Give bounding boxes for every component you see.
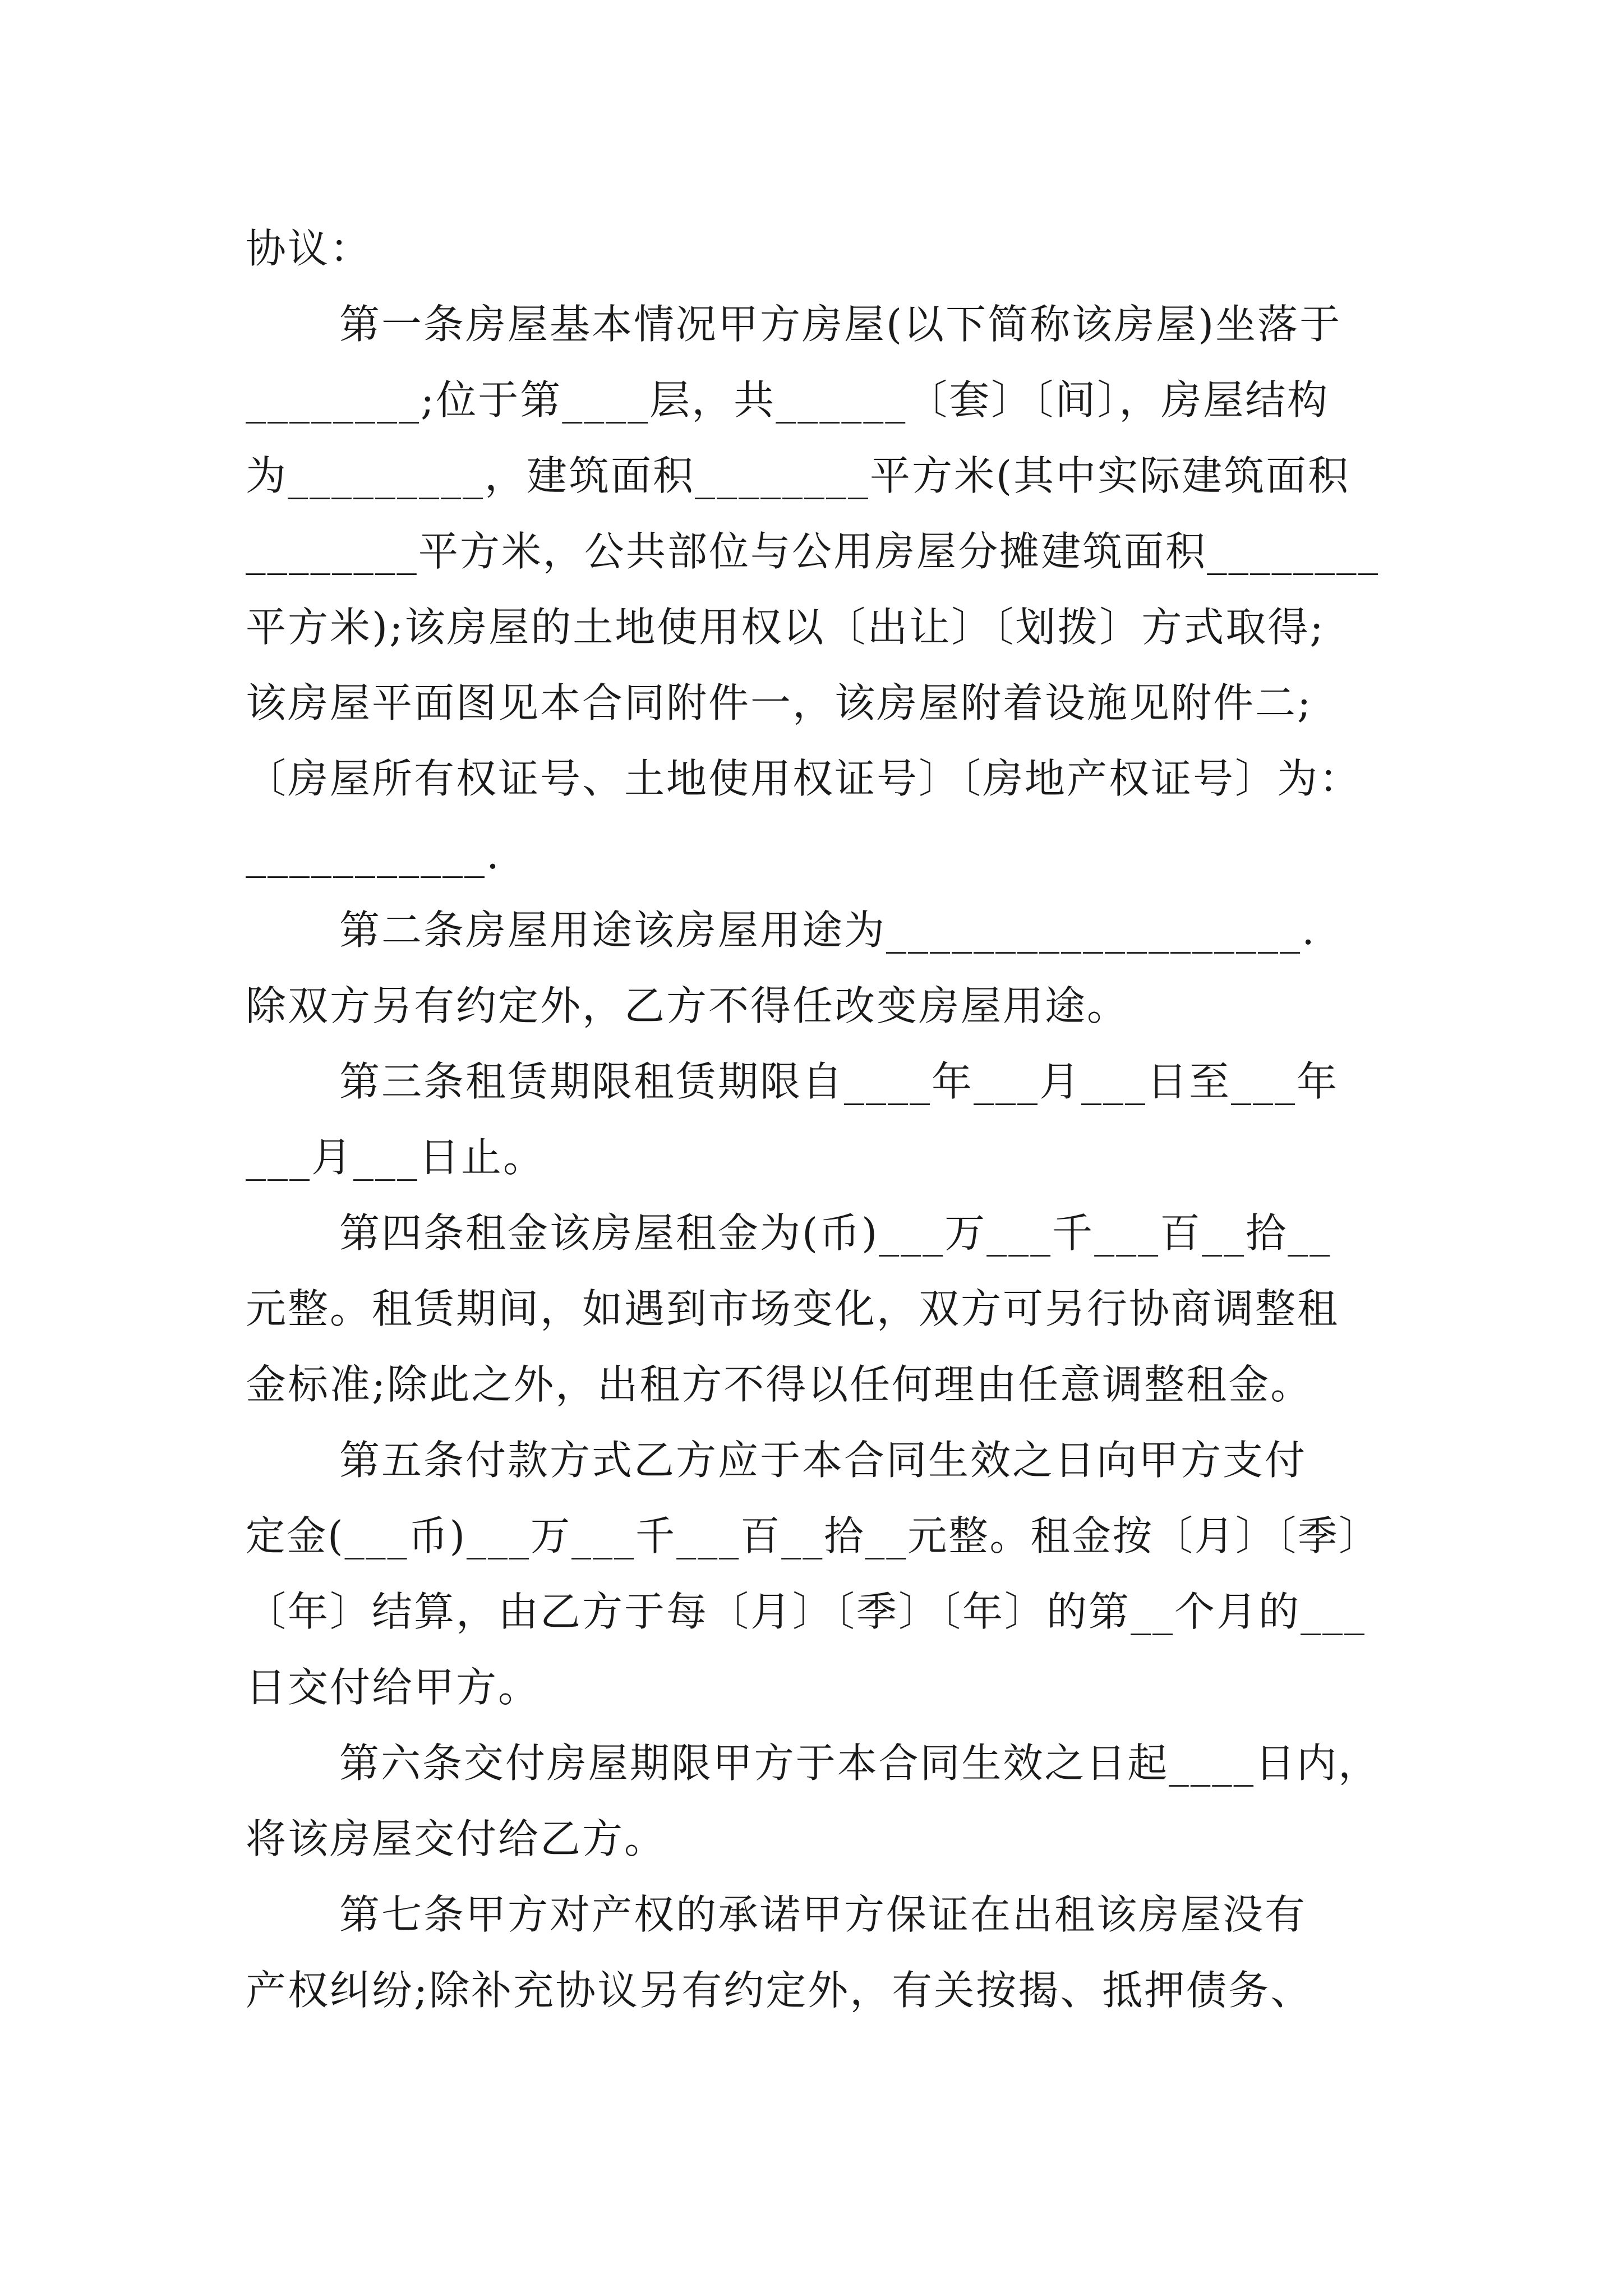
- text-line: 〔房屋所有权证号、土地使用权证号〕〔房地产权证号〕为：: [246, 755, 1362, 802]
- text-line: 将该房屋交付给乙方。: [246, 1815, 667, 1862]
- text-line: 除双方另有约定外，乙方不得任改变房屋用途。: [246, 982, 1129, 1029]
- article-2-heading-line: 第二条房屋用途该房屋用途为___________________.: [339, 907, 1316, 954]
- text-line: ___月___日止。: [246, 1134, 546, 1181]
- text-line: 协议：: [246, 225, 372, 272]
- article-7-heading-line: 第七条甲方对产权的承诺甲方保证在出租该房屋没有: [339, 1891, 1307, 1938]
- text-line: 平方米);该房屋的土地使用权以〔出让〕〔划拨〕方式取得;: [246, 604, 1325, 651]
- text-line: 〔年〕结算，由乙方于每〔月〕〔季〕〔年〕的第__个月的___: [246, 1588, 1367, 1635]
- text-line: 元整。租赁期间，如遇到市场变化，双方可另行协商调整租: [246, 1285, 1340, 1332]
- text-line: 定金(___币)___万___千___百__拾__元整。租金按〔月〕〔季〕: [246, 1512, 1380, 1559]
- text-line: 该房屋平面图见本合同附件一，该房屋附着设施见附件二;: [246, 679, 1313, 726]
- text-line: ________平方米，公共部位与公用房屋分摊建筑面积________: [246, 528, 1380, 575]
- text-line: 产权纠纷;除补充协议另有约定外，有关按揭、抵押债务、: [246, 1967, 1313, 2014]
- article-6-heading-line: 第六条交付房屋期限甲方于本合同生效之日起____日内，: [339, 1740, 1380, 1787]
- article-3-heading-line: 第三条租赁期限租赁期限自____年___月___日至___年: [339, 1058, 1339, 1105]
- article-1-heading-line: 第一条房屋基本情况甲方房屋(以下简称该房屋)坐落于: [339, 301, 1342, 348]
- article-5-heading-line: 第五条付款方式乙方应于本合同生效之日向甲方支付: [339, 1437, 1307, 1484]
- text-line: 为_________，建筑面积________平方米(其中实际建筑面积: [246, 452, 1350, 499]
- text-line: 金标准;除此之外，出租方不得以任何理由任意调整租金。: [246, 1361, 1313, 1408]
- article-4-heading-line: 第四条租金该房屋租金为(币)___万___千___百__拾__: [339, 1209, 1332, 1257]
- text-line: 日交付给甲方。: [246, 1664, 541, 1711]
- text-line: ________;位于第____层，共______〔套〕〔间〕，房屋结构: [246, 376, 1330, 424]
- text-line: ___________.: [246, 831, 501, 878]
